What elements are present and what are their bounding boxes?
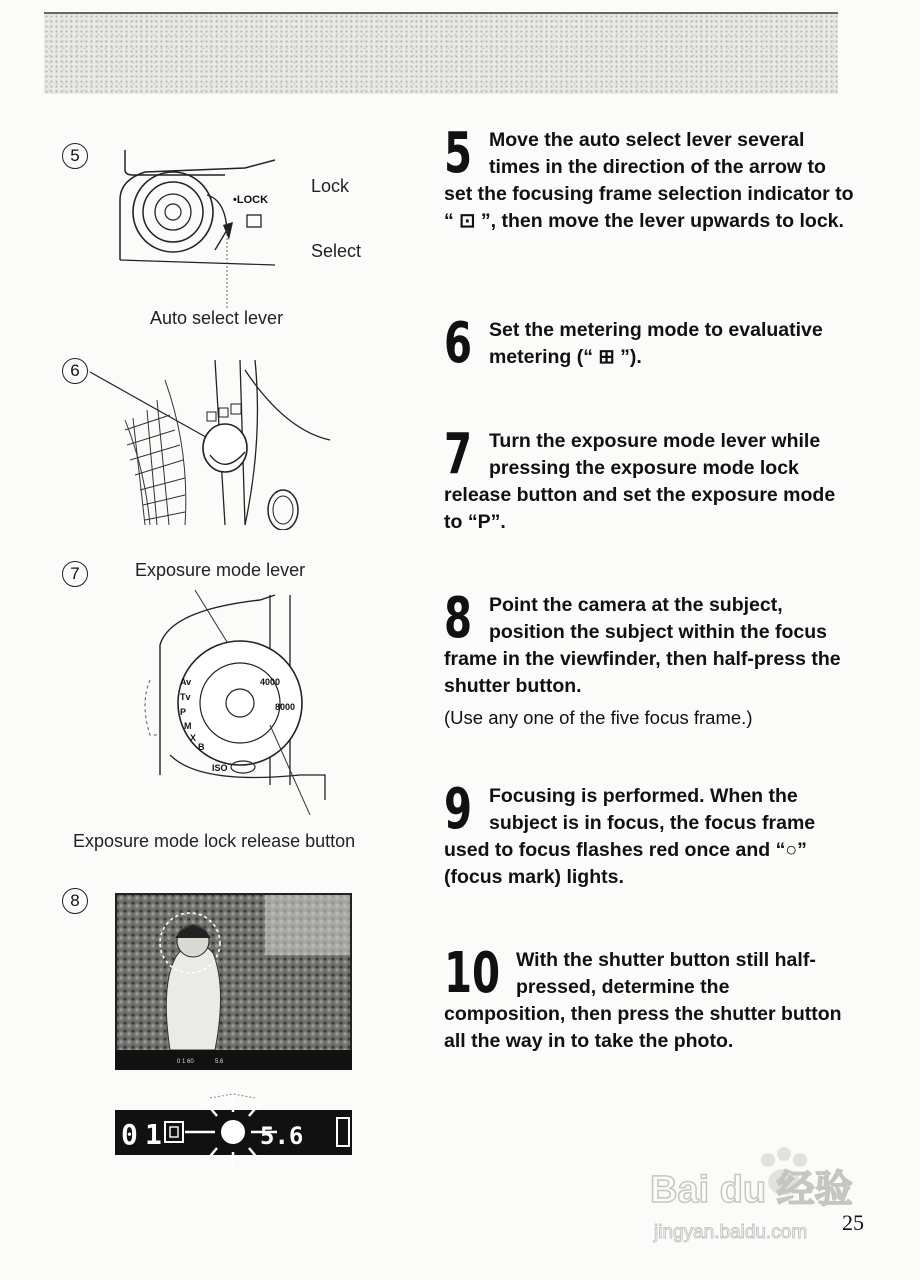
figure-number: 6 <box>62 358 88 384</box>
metering-mode-illustration <box>85 360 335 530</box>
svg-text:4000: 4000 <box>260 677 281 687</box>
step-5 <box>444 121 854 235</box>
step-number: 9 <box>444 777 473 842</box>
step-8 <box>444 586 854 731</box>
step-10 <box>444 941 854 1055</box>
step-7 <box>444 422 854 536</box>
step-text: Turn the exposure mode lever while pressing the exposure mode lock release button and set the exposure mode to “P”. <box>444 430 836 533</box>
step-number: 6 <box>444 311 473 376</box>
step-note: (Use any one of the five focus frame.) <box>444 707 753 728</box>
label-lock: Lock <box>311 176 350 196</box>
step-number: 5 <box>444 121 473 186</box>
display-aperture: 5.6 <box>260 1122 304 1150</box>
step-text: Set the metering mode to evaluative metering (“ ⊞ ”). <box>488 319 823 368</box>
viewfinder-display <box>115 1092 355 1182</box>
step-number: 10 <box>444 941 501 1006</box>
label-select: Select <box>311 241 362 261</box>
svg-text:5.6: 5.6 <box>215 1059 224 1065</box>
svg-text:Tv: Tv <box>180 692 191 702</box>
display-digit: 1 <box>145 1118 162 1151</box>
step-text: With the shutter button still half-pressed, determine the composition, then press the shutter button all the way in to take the photo. <box>444 949 842 1052</box>
svg-text:M: M <box>184 721 192 731</box>
figure-number: 8 <box>62 888 88 914</box>
viewfinder-photo <box>115 893 352 1070</box>
label-exposure-mode-lock-release-button: Exposure mode lock release button <box>73 831 356 851</box>
svg-text:P: P <box>180 707 187 717</box>
watermark-logo <box>650 1140 860 1250</box>
auto-select-lever-illustration <box>115 140 315 310</box>
watermark-url: jingyan.baidu.com <box>654 1222 808 1243</box>
svg-text:Av: Av <box>180 677 192 687</box>
figure-number: 5 <box>62 143 88 169</box>
svg-text:8000: 8000 <box>275 702 296 712</box>
header-band <box>44 12 838 94</box>
step-text: Focusing is performed. When the subject is in focus, the focus frame used to focus flashes red once and “○” (focus mark) lights. <box>444 785 816 888</box>
label-auto-select-lever: Auto select lever <box>150 308 284 328</box>
step-text: Point the camera at the subject, position the subject within the focus frame in the viewfinder, then half-press the shutter button. <box>444 594 841 697</box>
step-text: Move the auto select lever several times in the direction of the arrow to set the focusing frame selection indicator to “ ⊡ ”, then move the lever upwards to lock. <box>444 129 854 232</box>
page-number: 25 <box>842 1210 864 1235</box>
svg-text:0 1 60: 0 1 60 <box>177 1059 194 1065</box>
display-digit: 0 <box>121 1118 138 1151</box>
label-exposure-mode-lever: Exposure mode lever <box>135 560 306 580</box>
watermark-brand: Bai du 经验 <box>650 1169 853 1211</box>
svg-text:B: B <box>198 742 205 752</box>
step-number: 7 <box>444 422 473 487</box>
exposure-mode-dial-illustration <box>140 585 340 815</box>
figure-number: 7 <box>62 561 88 587</box>
step-number: 8 <box>444 586 473 651</box>
iso-marking: ISO <box>212 763 228 773</box>
step-6 <box>444 311 854 376</box>
lock-marking: •LOCK <box>233 194 269 206</box>
svg-text:X: X <box>190 733 197 743</box>
step-9 <box>444 777 854 891</box>
